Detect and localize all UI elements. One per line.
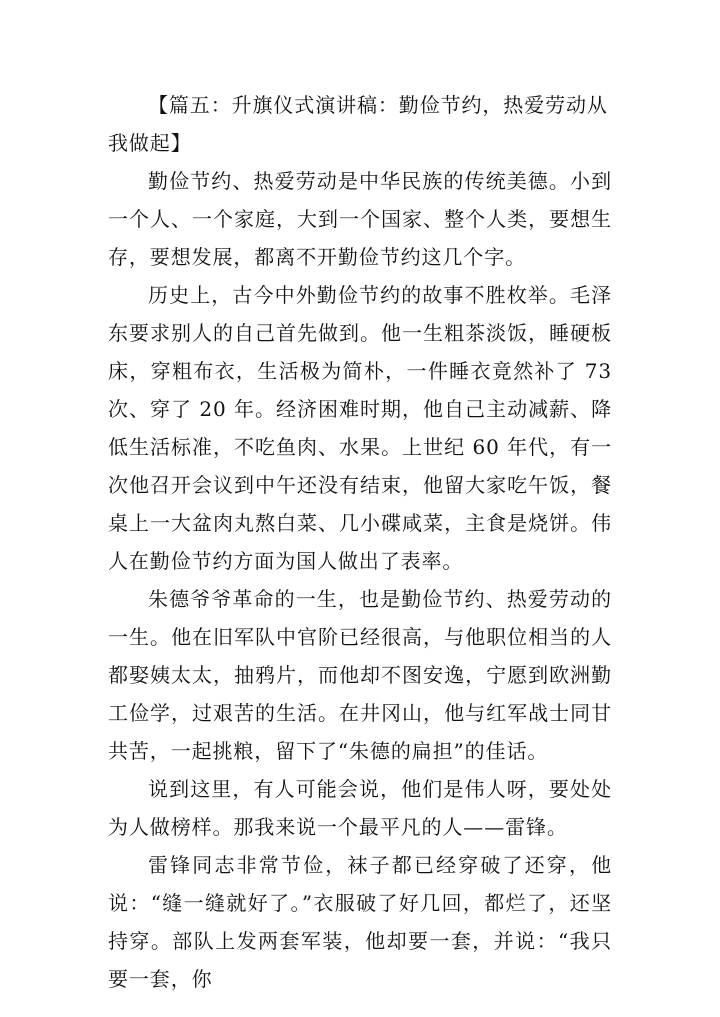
paragraph-4: 说到这里，有人可能会说，他们是伟人呀，要处处为人做榜样。那我来说一个最平凡的人——雷锋。 [108, 777, 612, 839]
paragraph-1: 勤俭节约、热爱劳动是中华民族的传统美德。小到一个人、一个家庭，大到一个国家、整个人类，要想生存，要想发展，都离不开勤俭节约这几个字。 [108, 169, 612, 269]
document-body [108, 86, 612, 998]
paragraph-5: 雷锋同志非常节俭，袜子都已经穿破了还穿，他说：“缝一缝就好了。”衣服破了好几回，都烂了，还坚持穿。部队上发两套军装，他却要一套，并说：“我只要一套，你 [108, 853, 612, 991]
paragraph-2: 历史上，古今中外勤俭节约的故事不胜枚举。毛泽东要求别人的自己首先做到。他一生粗茶淡饭，睡硬板床，穿粗布衣，生活极为简朴，一件睡衣竟然补了 73 次、穿了 20 年。经济困难时期，他自己主动减薪、降低生活标准，不吃鱼肉、水果。上世纪 60 年代，有一次他召开会议到中午还没有结束，他留大家吃午饭，餐桌上一大盆肉丸熬白菜、几小碟咸菜，主食是烧饼。伟人在勤俭节约方面为国人做出了表率。 [108, 283, 612, 573]
paragraph-3: 朱德爷爷革命的一生，也是勤俭节约、热爱劳动的一生。他在旧军队中官阶已经很高，与他职位相当的人都娶姨太太，抽鸦片，而他却不图安逸，宁愿到欧洲勤工俭学，过艰苦的生活。在井冈山，他与红军战士同甘共苦，一起挑粮，留下了“朱德的扁担”的佳话。 [108, 587, 612, 763]
document-title: 【篇五：升旗仪式演讲稿：勤俭节约，热爱劳动从我做起】 [108, 93, 608, 155]
